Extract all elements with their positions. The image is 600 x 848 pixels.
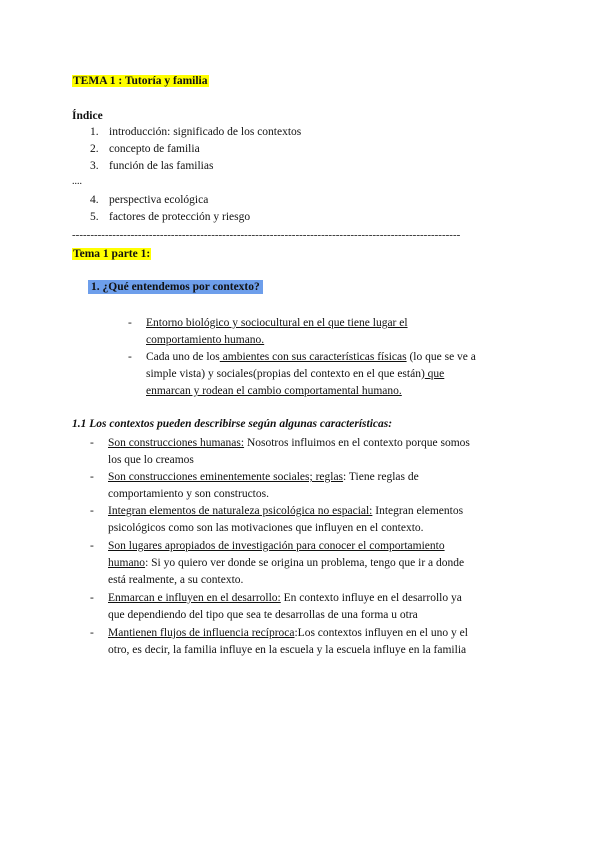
characteristic-6-line-2: otro, es decir, la familia influye en la escuela y la escuela influye en la familia [108,644,467,656]
separator-line: ---------------------------------------------------------------------------------------------------------- [72,229,461,241]
section-heading-1-1: 1.1 Los contextos pueden describirse según algunas características: [72,418,393,430]
definition-2-line-3: enmarcan y rodean el cambio comportamental humano. [146,385,402,397]
dash-bullet: - [90,505,94,517]
characteristic-5-line-1: Enmarcan e influyen en el desarrollo: En contexto influye en el desarrollo ya [108,592,462,604]
characteristic-4-line-1: Son lugares apropiados de investigación para conocer el comportamiento [108,540,445,552]
index-item: 5. factores de protección y riesgo [90,211,251,223]
dash-bullet: - [90,592,94,604]
index-item: 1. introducción: significado de los contextos [90,126,302,138]
dash-bullet: - [90,471,94,483]
question-heading: 1. ¿Qué entendemos por contexto? [88,281,263,293]
definition-2-line-2: simple vista) y sociales(propias del contexto en el que están) que [146,368,445,380]
index-item: 3. función de las familias [90,160,214,172]
characteristic-3-line-1: Integran elementos de naturaleza psicológica no espacial: Integran elementos [108,505,464,517]
characteristic-1-line-1: Son construcciones humanas: Nosotros influimos en el contexto porque somos [108,437,470,449]
dash-bullet: - [90,627,94,639]
dash-bullet: - [128,317,132,329]
title-text: TEMA 1 : Tutoría y familia [73,75,208,87]
definition-1-line-2: comportamiento humano. [146,334,265,346]
index-item: 2. concepto de familia [90,143,200,155]
definition-2-line-1: Cada uno de los ambientes con sus características físicas (lo que se ve a [146,351,476,363]
characteristic-4-line-2: humano: Si yo quiero ver donde se origina un problema, tengo que ir a donde [108,557,465,569]
characteristic-3-line-2: psicológicos como son las motivaciones que influyen en el contexto. [108,522,424,534]
characteristic-2-line-1: Son construcciones eminentemente sociales; reglas: Tiene reglas de [108,471,419,483]
characteristic-5-line-2: que dependiendo del tipo que sea te desarrollas de una forma u otra [108,609,418,621]
dash-bullet: - [90,540,94,552]
dash-bullet: - [90,437,94,449]
document-title [72,75,209,87]
characteristic-2-line-2: comportamiento y son constructos. [108,488,269,500]
part-title: Tema 1 parte 1: [73,248,151,260]
index-item: 4. perspectiva ecológica [90,194,209,206]
characteristic-4-line-3: está realmente, a su contexto. [108,574,244,586]
characteristic-6-line-1: Mantienen flujos de influencia recíproca:Los contextos influyen en el uno y el [108,627,468,639]
characteristic-1-line-2: los que lo creamos [108,454,194,466]
index-ellipsis: .... [72,176,82,187]
dash-bullet: - [128,351,132,363]
definition-1-line-1: Entorno biológico y sociocultural en el que tiene lugar el [146,317,408,329]
index-heading: Índice [72,110,103,122]
